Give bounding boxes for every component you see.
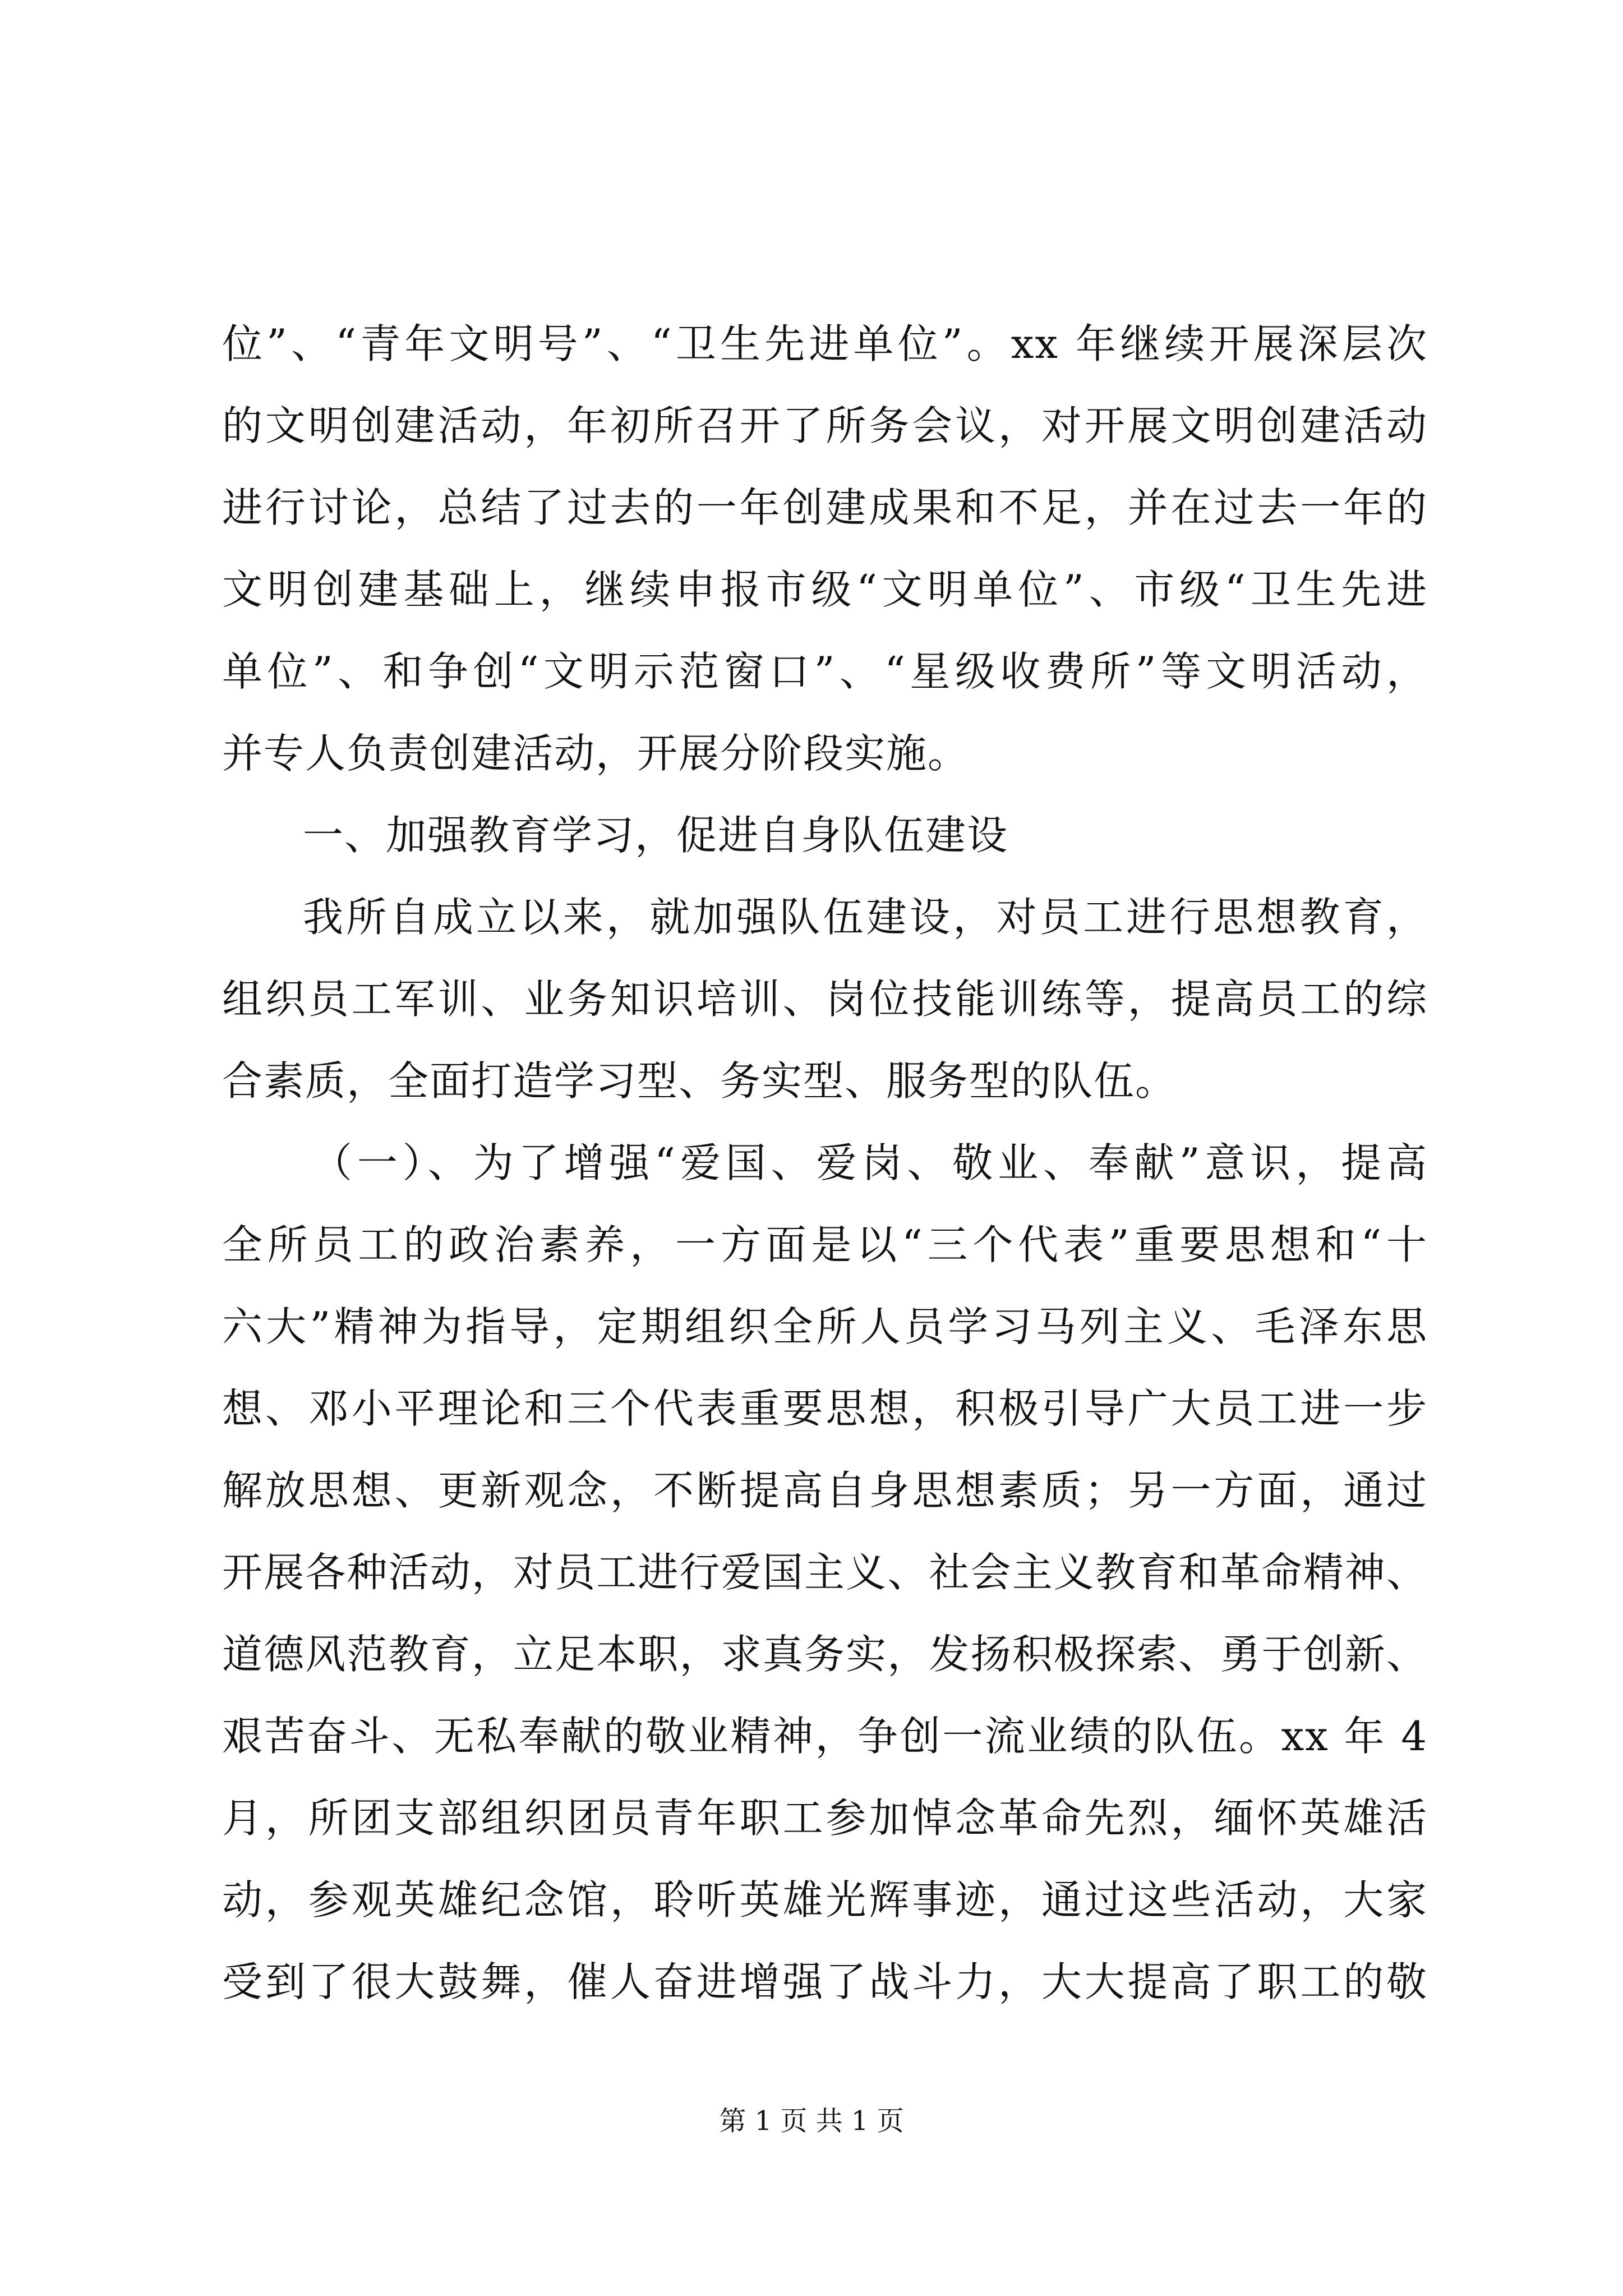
body-line: 的文明创建活动，年初所召开了所务会议，对开展文明创建活动 [222,402,1428,449]
body-line: 六大”精神为指导，定期组织全所人员学习马列主义、毛泽东思 [222,1303,1428,1350]
body-line: 位”、“青年文明号”、“卫生先进单位”。xx 年继续开展深层次 [222,320,1428,367]
body-line: 开展各种活动，对员工进行爱国主义、社会主义教育和革命精神、 [222,1549,1428,1596]
body-line: 动，参观英雄纪念馆，聆听英雄光辉事迹，通过这些活动，大家 [222,1876,1428,1924]
body-line: 月，所团支部组织团员青年职工参加悼念革命先烈，缅怀英雄活 [222,1795,1428,1842]
body-line: 文明创建基础上，继续申报市级“文明单位”、市级“卫生先进 [222,566,1428,613]
document-body [222,303,1428,2023]
section-heading: 一、加强教育学习，促进自身队伍建设 [303,812,1009,859]
body-line: 解放思想、更新观念，不断提高自身思想素质；另一方面，通过 [222,1467,1428,1514]
body-line: 全所员工的政治素养，一方面是以“三个代表”重要思想和“十 [222,1221,1428,1268]
body-line: 艰苦奋斗、无私奉献的敬业精神，争创一流业绩的队伍。xx 年 4 [222,1713,1428,1760]
body-line: 合素质，全面打造学习型、务实型、服务型的队伍。 [222,1057,1177,1105]
body-line: 并专人负责创建活动，开展分阶段实施。 [222,730,970,777]
body-line: （一）、为了增强“爱国、爱岗、敬业、奉献”意识，提高 [312,1139,1428,1186]
body-line: 想、邓小平理论和三个代表重要思想，积极引导广大员工进一步 [222,1385,1428,1432]
body-line: 单位”、和争创“文明示范窗口”、“星级收费所”等文明活动， [222,648,1428,695]
body-line: 我所自成立以来，就加强队伍建设，对员工进行思想教育， [303,894,1428,941]
page-footer: 第 1 页 共 1 页 [719,2105,904,2137]
body-line: 组织员工军训、业务知识培训、岗位技能训练等，提高员工的综 [222,976,1428,1023]
body-line: 进行讨论，总结了过去的一年创建成果和不足，并在过去一年的 [222,484,1428,531]
body-line: 受到了很大鼓舞，催人奋进增强了战斗力，大大提高了职工的敬 [222,1958,1428,2005]
body-line: 道德风范教育，立足本职，求真务实，发扬积极探索、勇于创新、 [222,1631,1428,1678]
